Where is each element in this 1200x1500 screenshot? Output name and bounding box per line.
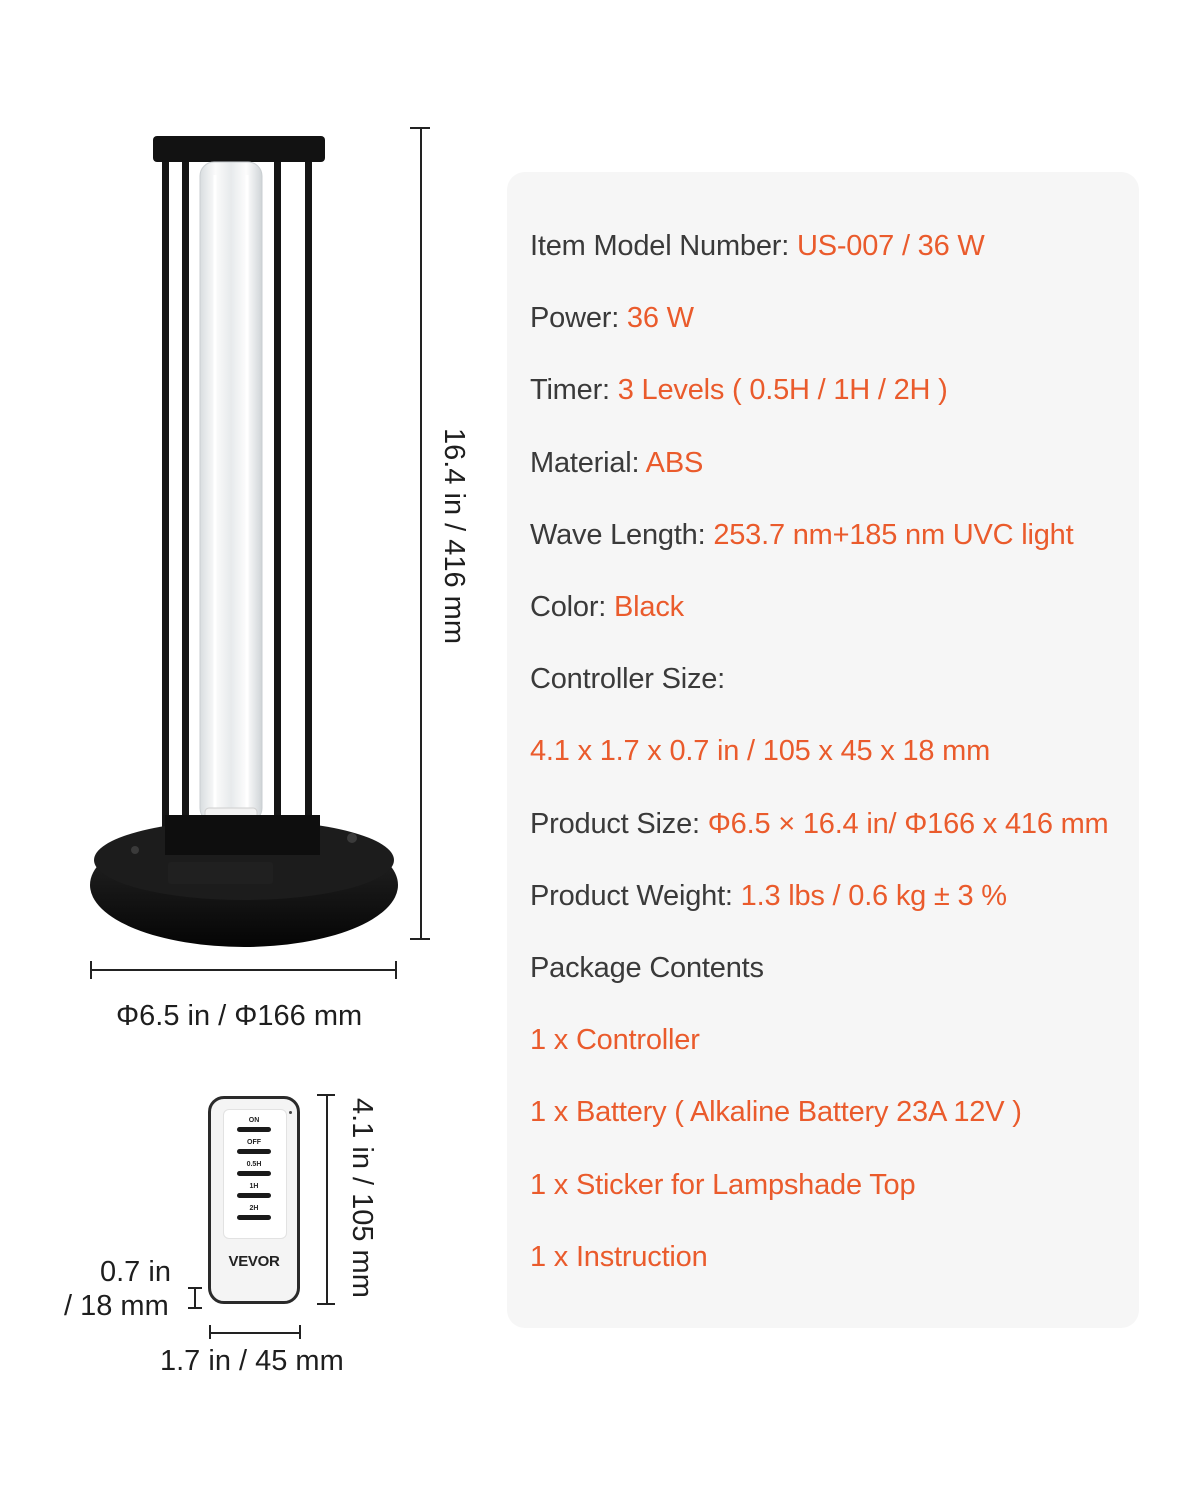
remote-thickness-dimension-line	[184, 1284, 208, 1314]
remote-controller	[208, 1096, 300, 1304]
spec-value: 1 x Controller	[530, 1024, 700, 1057]
spec-label: Item Model Number:	[530, 230, 797, 262]
lamp-cage-rod	[274, 162, 281, 842]
spec-row	[530, 1239, 708, 1275]
lamp-height-dimension-line	[420, 127, 422, 939]
lamp-cage-rod	[182, 162, 189, 842]
remote-thickness-label: 0.7 in	[100, 1256, 171, 1288]
remote-button-label: 1H	[249, 1183, 259, 1190]
remote-height-dimension-line	[326, 1094, 328, 1304]
remote-height-label: 4.1 in / 105 mm	[346, 1098, 378, 1298]
remote-width-label: 1.7 in / 45 mm	[160, 1345, 344, 1377]
spec-row	[530, 372, 948, 408]
spec-row	[530, 300, 694, 336]
spec-value: 36 W	[626, 302, 694, 335]
spec-row	[530, 228, 985, 264]
remote-button-label: 2H	[249, 1205, 259, 1212]
spec-row	[530, 589, 684, 625]
spec-label: Material:	[530, 446, 646, 479]
lamp-height-label: 16.4 in / 416 mm	[438, 428, 470, 644]
remote-width-dimension-line	[209, 1332, 300, 1334]
spec-row	[530, 1094, 1022, 1130]
remote-button[interactable]	[237, 1193, 271, 1198]
spec-value: US-007 / 36 W	[796, 230, 985, 262]
remote-brand-logo: VEVOR	[228, 1253, 280, 1270]
remote-button-label: ON	[248, 1117, 260, 1124]
spec-value: ABS	[645, 446, 704, 479]
spec-value: Black	[614, 591, 684, 623]
lamp-top-cap	[153, 136, 325, 162]
spec-label: Color:	[530, 591, 615, 623]
spec-label: Package Contents	[530, 952, 764, 984]
spec-value: 3 Levels ( 0.5H / 1H / 2H )	[617, 374, 948, 407]
spec-value: 1 x Sticker for Lampshade Top	[530, 1168, 916, 1201]
spec-row	[530, 1022, 700, 1058]
spec-value: Φ6.5 × 16.4 in/ Φ166 x 416 mm	[707, 807, 1109, 840]
spec-row	[530, 445, 703, 481]
spec-value: 253.7 nm+185 nm UVC light	[713, 518, 1074, 551]
spec-row	[530, 661, 725, 697]
spec-row	[530, 517, 1073, 553]
remote-thickness-label: / 18 mm	[64, 1290, 169, 1322]
spec-row	[530, 878, 1007, 914]
remote-button-label: OFF	[247, 1139, 261, 1146]
remote-button-label: 0.5H	[246, 1161, 262, 1168]
remote-button[interactable]	[237, 1215, 271, 1220]
spec-label: Controller Size:	[530, 663, 726, 696]
remote-button[interactable]	[237, 1149, 271, 1154]
spec-label: Timer:	[530, 374, 618, 407]
spec-label: Product Weight:	[530, 879, 741, 912]
lamp-cage-rod	[305, 162, 312, 852]
spec-value: 1.3 lbs / 0.6 kg ± 3 %	[740, 879, 1007, 912]
spec-label: Product Size:	[530, 807, 708, 840]
lamp-diameter-dimension-line	[90, 969, 396, 971]
spec-row	[530, 733, 990, 769]
uv-lamp-illustration	[80, 120, 420, 960]
lamp-cage-rod	[162, 162, 169, 852]
spec-row	[530, 1167, 915, 1203]
spec-row	[530, 950, 764, 986]
uv-tube	[200, 162, 262, 822]
spec-label: Wave Length:	[530, 518, 714, 551]
lamp-diameter-label: Φ6.5 in / Φ166 mm	[116, 1000, 363, 1032]
spec-label: Power:	[530, 302, 627, 335]
spec-value: 1 x Battery ( Alkaline Battery 23A 12V )	[530, 1096, 1022, 1129]
spec-value: 4.1 x 1.7 x 0.7 in / 105 x 45 x 18 mm	[530, 735, 991, 768]
remote-button[interactable]	[237, 1127, 271, 1132]
lamp-control-panel	[168, 862, 273, 884]
spec-value: 1 x Instruction	[530, 1240, 708, 1273]
spec-row	[530, 806, 1109, 842]
remote-button[interactable]	[237, 1171, 271, 1176]
